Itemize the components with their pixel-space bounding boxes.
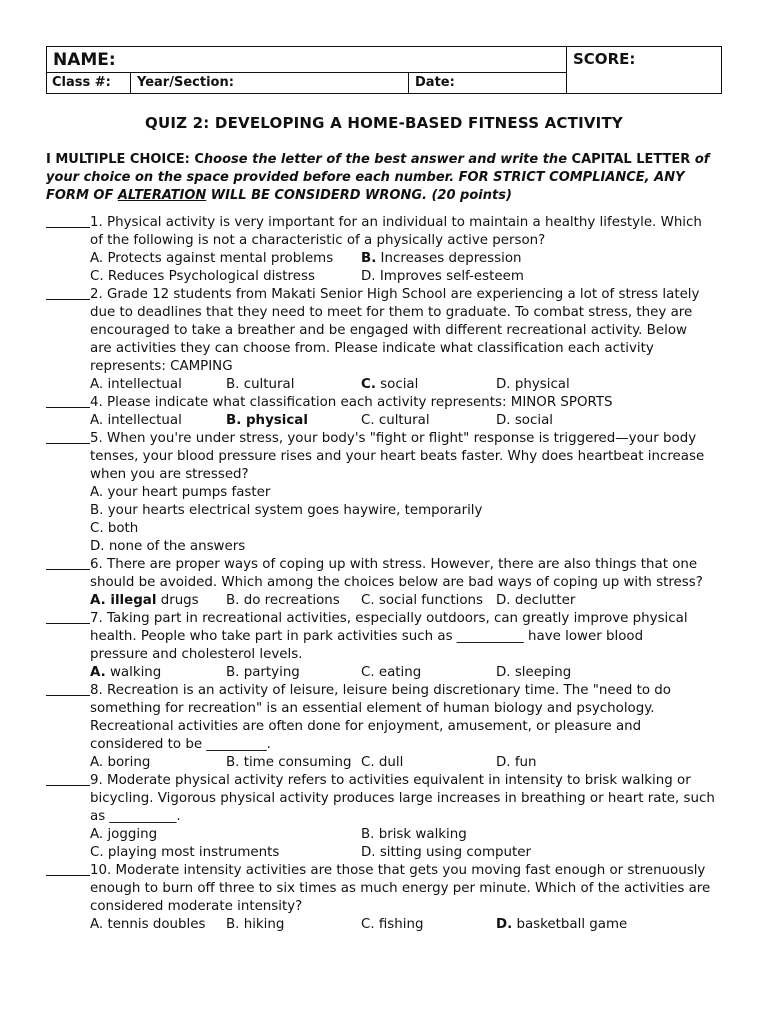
question-stem: 9. Moderate physical activity refers to activities equivalent in intensity to brisk walking or <box>90 773 691 788</box>
question-text-line: enough to burn off three to six times as much energy per minute. Which of the activities are <box>90 881 711 896</box>
option-row <box>46 250 726 268</box>
question-stem: 5. When you're under stress, your body's "fight or flight" response is triggered—your body <box>90 431 697 446</box>
answer-option: B. your hearts electrical system goes haywire, temporarily <box>90 503 483 518</box>
answer-option: C. playing most instruments <box>90 845 280 860</box>
answer-blank[interactable] <box>46 772 90 786</box>
answer-option: C. social functions <box>361 593 483 608</box>
question-item <box>46 610 726 628</box>
question-text-line: due to deadlines that they need to meet for them to graduate. To combat stress, they are <box>90 305 693 320</box>
answer-blank[interactable] <box>46 610 90 624</box>
answer-option: B. cultural <box>226 377 295 392</box>
question-text-line: as __________. <box>90 809 181 824</box>
question-text-line: bicycling. Vigorous physical activity produces large increases in breathing or heart rate, such <box>90 791 715 806</box>
answer-option: D. fun <box>496 755 537 770</box>
question-text-line: when you are stressed? <box>90 467 249 482</box>
option-row <box>46 916 726 934</box>
instructions-part1: I MULTIPLE CHOICE: C <box>46 152 204 167</box>
answer-option: B. do recreations <box>226 593 340 608</box>
instructions-part4: of your choice on the space provided before each number <box>46 152 710 185</box>
question-item <box>46 430 726 448</box>
question-item <box>46 214 726 232</box>
question-text-line: considered to be _________. <box>90 737 271 752</box>
question-text-line: represents: CAMPING <box>90 359 233 374</box>
instructions-part6: ALTERATION <box>117 188 207 203</box>
answer-option: D. Improves self-esteem <box>361 269 524 284</box>
score-label: SCORE: <box>573 50 636 68</box>
question-text-line: of the following is not a characteristic of a physically active person? <box>90 233 546 248</box>
question-text-line: pressure and cholesterol levels. <box>90 647 303 662</box>
option-row <box>46 826 726 844</box>
answer-blank[interactable] <box>46 430 90 444</box>
answer-option: C. Reduces Psychological distress <box>90 269 315 284</box>
answer-option: D. physical <box>496 377 570 392</box>
year-section-field[interactable] <box>131 73 409 93</box>
question-text-line: should be avoided. Which among the choices below are bad ways of coping up with stress? <box>90 575 703 590</box>
question-stem: 6. There are proper ways of coping up with stress. However, there are also things that one <box>90 557 698 572</box>
date-field[interactable] <box>409 73 567 93</box>
answer-option: A. walking <box>90 665 162 680</box>
score-field[interactable] <box>567 47 721 93</box>
question-stem: 7. Taking part in recreational activities, especially outdoors, can greatly improve physical <box>90 611 688 626</box>
question-stem: 4. Please indicate what classification each activity represents: MINOR SPORTS <box>90 395 613 410</box>
year-section-label: Year/Section: <box>137 75 234 90</box>
option-row <box>46 412 726 430</box>
answer-option: A. tennis doubles <box>90 917 206 932</box>
instructions-part3: CAPITAL LETTER <box>571 152 691 167</box>
answer-option: D. declutter <box>496 593 576 608</box>
question-item <box>46 556 726 574</box>
question-text-line: considered moderate intensity? <box>90 899 303 914</box>
answer-option: B. hiking <box>226 917 285 932</box>
answer-option: B. brisk walking <box>361 827 467 842</box>
answer-option: A. your heart pumps faster <box>90 485 271 500</box>
question-stem: 10. Moderate intensity activities are those that gets you moving fast enough or strenuously <box>90 863 706 878</box>
instructions-part2: hoose the letter of the best answer and write the <box>203 152 572 167</box>
option-row <box>46 844 726 862</box>
answer-option: D. sleeping <box>496 665 572 680</box>
question-stem: 1. Physical activity is very important for an individual to maintain a healthy lifestyle. Which <box>90 215 702 230</box>
answer-blank[interactable] <box>46 214 90 228</box>
question-list <box>46 214 726 934</box>
question-item <box>46 394 726 412</box>
answer-blank[interactable] <box>46 556 90 570</box>
answer-option: C. both <box>90 521 139 536</box>
option-row <box>46 754 726 772</box>
question-text-line: tenses, your blood pressure rises and your heart beats faster. Why does heartbeat increase <box>90 449 705 464</box>
answer-option: D. none of the answers <box>90 539 246 554</box>
question-item <box>46 682 726 700</box>
instructions-part7: WILL BE CONSIDERD WRONG <box>206 188 423 203</box>
answer-option: B. physical <box>226 413 308 428</box>
date-label: Date: <box>415 75 455 90</box>
instructions <box>46 151 726 205</box>
answer-option: A. jogging <box>90 827 158 842</box>
name-label: NAME: <box>53 50 116 70</box>
answer-option: A. Protects against mental problems <box>90 251 334 266</box>
question-item <box>46 286 726 304</box>
question-text-line: something for recreation" is an essential element of human biology and psychology. <box>90 701 655 716</box>
class-number-label: Class #: <box>52 75 111 90</box>
answer-option: B. partying <box>226 665 300 680</box>
answer-option: A. intellectual <box>90 377 182 392</box>
class-number-field[interactable] <box>47 73 131 93</box>
option-row <box>46 268 726 286</box>
answer-option: B. Increases depression <box>361 251 522 266</box>
question-item <box>46 862 726 880</box>
answer-option: A. illegal drugs <box>90 593 199 608</box>
answer-blank[interactable] <box>46 286 90 300</box>
header-table <box>46 46 722 94</box>
question-text-line: health. People who take part in park activities such as __________ have lower blood <box>90 629 644 644</box>
question-stem: 8. Recreation is an activity of leisure, leisure being discretionary time. The "need to do <box>90 683 671 698</box>
question-text-line: are activities they can choose from. Please indicate what classification each activity <box>90 341 654 356</box>
answer-blank[interactable] <box>46 394 90 408</box>
answer-option: A. intellectual <box>90 413 182 428</box>
instructions-part5: . FOR STRICT COMPLIANCE, ANY FORM OF <box>46 170 685 203</box>
instructions-part8: . (20 points) <box>422 188 512 203</box>
quiz-title: QUIZ 2: DEVELOPING A HOME-BASED FITNESS ACTIVITY <box>145 114 623 132</box>
question-item <box>46 772 726 790</box>
answer-option: D. social <box>496 413 554 428</box>
answer-option: C. fishing <box>361 917 424 932</box>
answer-option: B. time consuming <box>226 755 352 770</box>
answer-blank[interactable] <box>46 862 90 876</box>
option-row <box>46 592 726 610</box>
answer-option: C. social <box>361 377 419 392</box>
answer-option: C. eating <box>361 665 422 680</box>
answer-option: C. cultural <box>361 413 430 428</box>
name-field[interactable] <box>47 47 567 73</box>
answer-blank[interactable] <box>46 682 90 696</box>
answer-option: D. sitting using computer <box>361 845 532 860</box>
answer-option: A. boring <box>90 755 151 770</box>
question-text-line: encouraged to take a breather and be engaged with different recreational activity. Below <box>90 323 687 338</box>
question-text-line: Recreational activities are often done for enjoyment, amusement, or pleasure and <box>90 719 642 734</box>
answer-option: D. basketball game <box>496 917 628 932</box>
option-row <box>46 376 726 394</box>
question-stem: 2. Grade 12 students from Makati Senior High School are experiencing a lot of stress lately <box>90 287 700 302</box>
answer-option: C. dull <box>361 755 404 770</box>
option-row <box>46 664 726 682</box>
